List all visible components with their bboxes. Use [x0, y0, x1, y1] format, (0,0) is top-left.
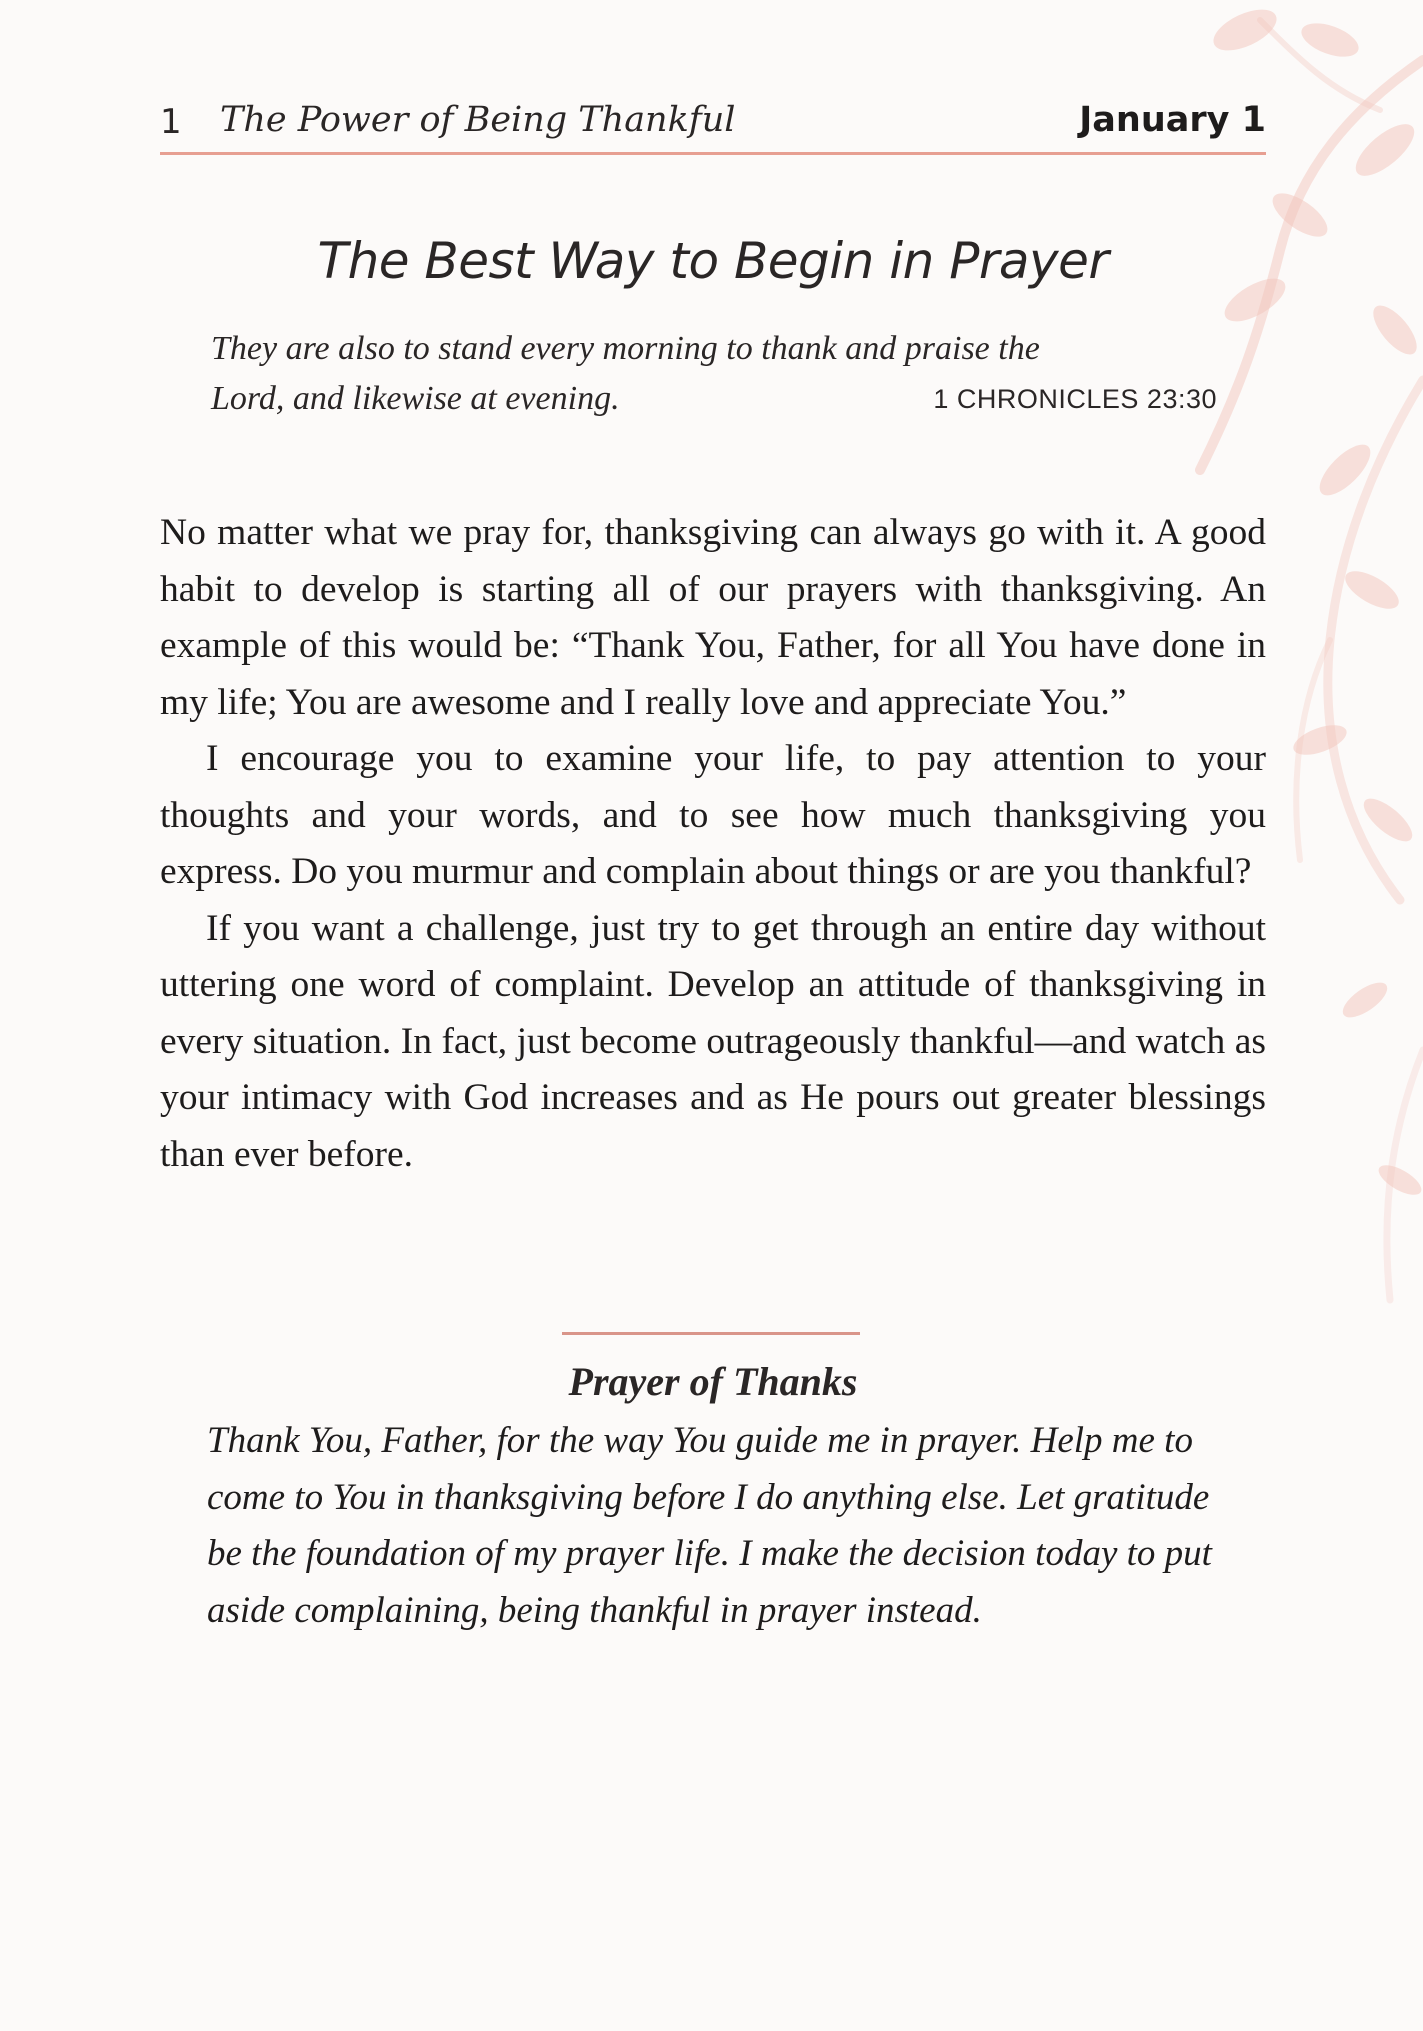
devotion-title: The Best Way to Begin in Prayer — [317, 232, 1109, 290]
chapter-number: 1 — [160, 102, 182, 142]
date-label: January 1 — [1079, 100, 1266, 140]
scripture-quote — [211, 324, 1217, 424]
header-divider — [160, 152, 1266, 155]
prayer-divider — [562, 1332, 860, 1335]
chapter-title: The Power of Being Thankful — [220, 100, 736, 140]
scripture-line-2: Lord, and likewise at evening. — [211, 380, 620, 417]
body-paragraph: No matter what we pray for, thanksgiving can always go with it. A good habit to develop is starting all of our prayers with thanksgiving. An example of this would be: “Thank You, Father, for all You have done in my life; You are awesome and I really love and appreciate You.” — [160, 512, 1266, 723]
running-header — [160, 98, 1266, 150]
body-paragraph: If you want a challenge, just try to get through an entire day without uttering one word of complaint. Develop an attitude of thanksgiving in every situation. In fact, just become outrageously thankful—and watch as your intimacy with God increases and as He pours out greater blessings than ever before. — [160, 907, 1266, 1175]
scripture-reference: 1 CHRONICLES 23:30 — [933, 384, 1217, 414]
body-paragraph: I encourage you to examine your life, to pay attention to your thoughts and your words, and to see how much thanksgiving you express. Do you murmur and complain about things or are you thankful? — [160, 738, 1266, 892]
prayer-text: Thank You, Father, for the way You guide me in prayer. Help me to come to You in thanksgiving before I do anything else. Let gratitude be the foundation of my prayer life. I make the decision today to put aside complaining, being thankful in prayer instead. — [207, 1420, 1212, 1631]
scripture-line-1: They are also to stand every morning to thank and praise the — [211, 330, 1040, 367]
prayer-heading: Prayer of Thanks — [568, 1359, 858, 1404]
devotion-body — [160, 505, 1266, 1183]
